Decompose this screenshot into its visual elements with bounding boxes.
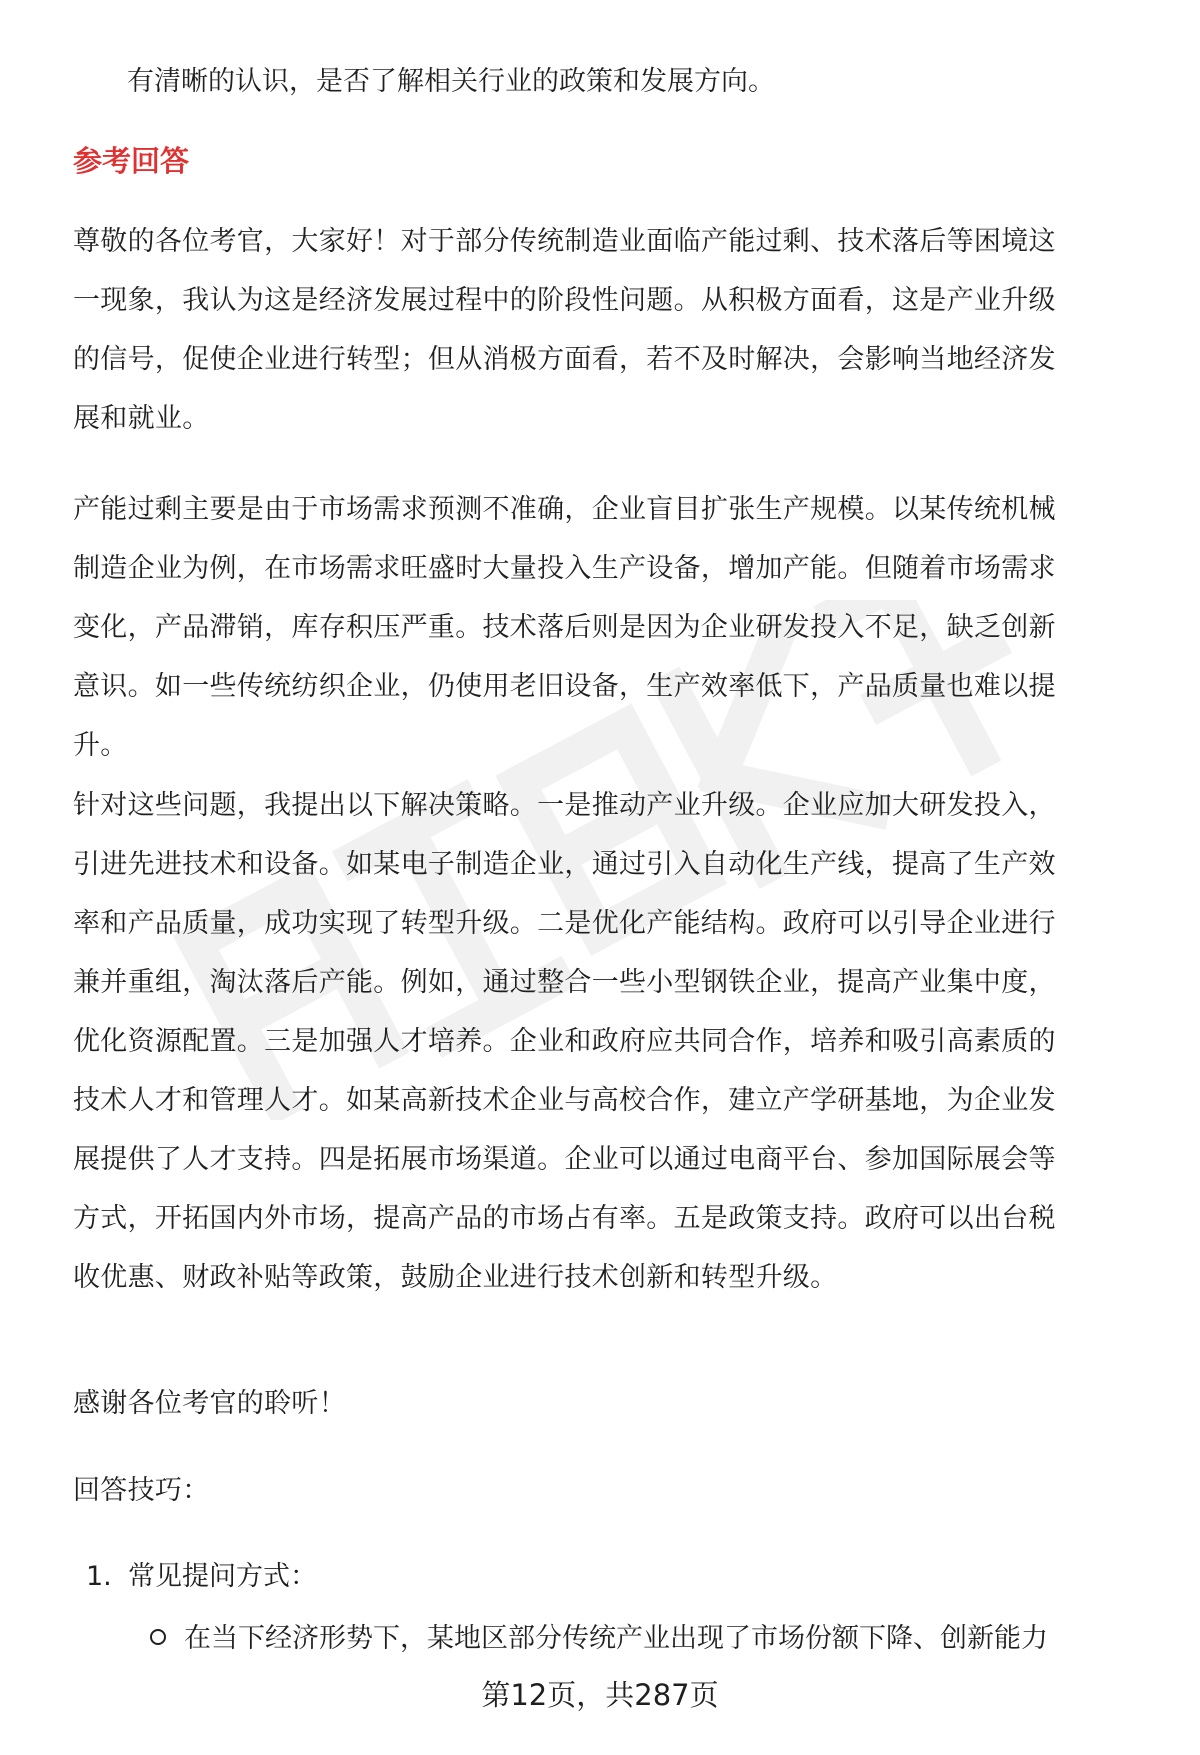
paragraph-line: 引进先进技术和设备。如某电子制造企业，通过引入自动化生产线，提高了生产效 — [73, 849, 1056, 880]
paragraph-line: 方式，开拓国内外市场，提高产品的市场占有率。五是政策支持。政府可以出台税 — [73, 1203, 1056, 1234]
intro-line: 有清晰的认识，是否了解相关行业的政策和发展方向。 — [127, 66, 775, 97]
paragraph-line: 产能过剩主要是由于市场需求预测不准确，企业盲目扩张生产规模。以某传统机械 — [73, 494, 1056, 525]
section-heading: 参考回答 — [73, 144, 190, 178]
paragraph-line: 展提供了人才支持。四是拓展市场渠道。企业可以通过电商平台、参加国际展会等 — [73, 1144, 1056, 1175]
paragraph-line: 意识。如一些传统纺织企业，仍使用老旧设备，生产效率低下，产品质量也难以提 — [73, 671, 1056, 702]
paragraph-line: 针对这些问题，我提出以下解决策略。一是推动产业升级。企业应加大研发投入， — [73, 790, 1056, 821]
paragraph-line: 变化，产品滞销，库存积压严重。技术落后则是因为企业研发投入不足，缺乏创新 — [73, 612, 1056, 643]
page-footer: 第12页，共287页 — [481, 1678, 719, 1712]
hollow-bullet-icon — [150, 1629, 166, 1645]
paragraph-causes — [73, 480, 1056, 775]
paragraph-line: 收优惠、财政补贴等政策，鼓励企业进行技术创新和转型升级。 — [73, 1262, 838, 1293]
paragraph-line: 率和产品质量，成功实现了转型升级。二是优化产能结构。政府可以引导企业进行 — [73, 908, 1056, 939]
paragraph-line: 优化资源配置。三是加强人才培养。企业和政府应共同合作，培养和吸引高素质的 — [73, 1026, 1056, 1057]
paragraph-line: 尊敬的各位考官，大家好！对于部分传统制造业面临产能过剩、技术落后等困境这 — [73, 226, 1056, 257]
list-item-label: 常见提问方式： — [128, 1561, 317, 1592]
tips-label: 回答技巧： — [73, 1475, 210, 1506]
list-number: 1. — [86, 1561, 112, 1592]
sub-list-item-text: 在当下经济形势下，某地区部分传统产业出现了市场份额下降、创新能力 — [184, 1623, 1048, 1654]
paragraph-line: 一现象，我认为这是经济发展过程中的阶段性问题。从积极方面看，这是产业升级 — [73, 285, 1056, 316]
paragraph-line: 兼并重组，淘汰落后产能。例如，通过整合一些小型钢铁企业，提高产业集中度， — [73, 967, 1056, 998]
sub-list-item — [150, 1609, 1048, 1668]
list-item — [86, 1547, 317, 1606]
paragraph-line: 的信号，促使企业进行转型；但从消极方面看，若不及时解决，会影响当地经济发 — [73, 344, 1056, 375]
paragraph-line: 技术人才和管理人才。如某高新技术企业与高校合作，建立产学研基地，为企业发 — [73, 1085, 1056, 1116]
paragraph-line: 升。 — [73, 730, 128, 761]
paragraph-line: 展和就业。 — [73, 403, 210, 434]
closing-thanks: 感谢各位考官的聆听！ — [73, 1388, 346, 1419]
paragraph-line: 制造企业为例，在市场需求旺盛时大量投入生产设备，增加产能。但随着市场需求 — [73, 553, 1056, 584]
paragraph-strategies — [73, 776, 1056, 1307]
paragraph-greeting — [73, 212, 1056, 448]
